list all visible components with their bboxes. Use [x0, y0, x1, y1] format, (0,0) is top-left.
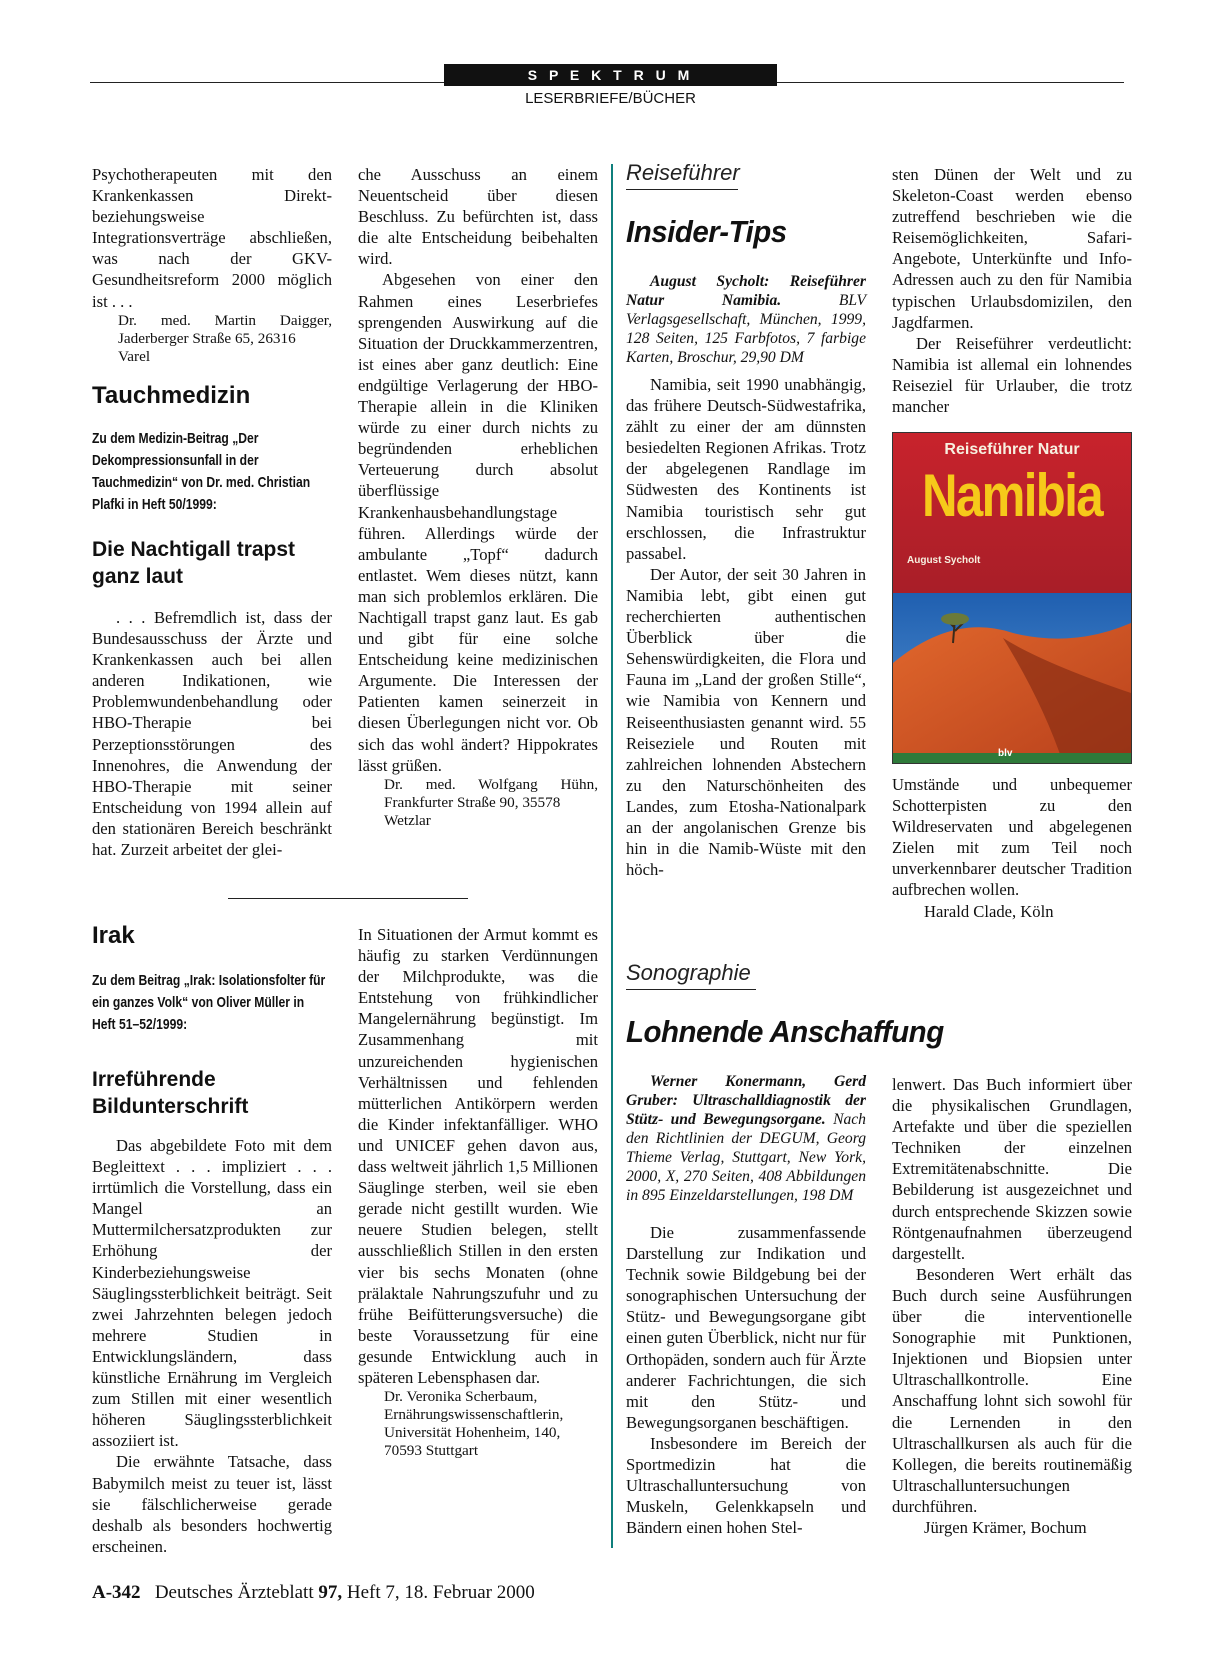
tauchmedizin-intro: Zu dem Medizin-Beitrag „Der Dekompressionsunfall in der Tauchmedizin“ von Dr. med. Christian Plafki in Heft 50/1999:: [92, 431, 311, 513]
paragraph: Umstände und unbequemer Schotterpisten zu den Wildreservaten und abgelegenen Zielen mit zum Teil noch unverkennbarer deutscher Tradition aufbrechen wollen.: [892, 775, 1132, 900]
cover-publisher-logo: blv: [998, 748, 1013, 759]
tauchmedizin-signature: Dr. med. Wolfgang Hühn, Frankfurter Straße 90, 35578 Wetzlar: [384, 775, 598, 829]
cover-author: August Sycholt: [907, 555, 981, 566]
section-subtitle: LESERBRIEFE/BÜCHER: [525, 90, 696, 107]
sonographie-rubric: Sonographie: [626, 960, 756, 990]
book-cover-image: [892, 432, 1132, 764]
paragraph: . . . Befremdlich ist, dass der Bundesausschuss der Ärzte und Krankenkassen auch bei allen anderen Indikationen, wie Problemwundenbehandlung oder HBO-Therapie bei Perzeptionsstörungen des Innenohres, die Anwendung der HBO-Therapie mit seiner Entscheidung von 1994 allein auf den stationären Bereich beschränkt hat. Zurzeit arbeitet der glei-: [92, 608, 332, 860]
sonographie-signature: Jürgen Krämer, Bochum: [924, 1517, 1087, 1537]
paragraph: sten Dünen der Welt und zu Skeleton-Coast werden ebenso zutreffend beschrieben wie die Reisemöglichkeiten, Safari-Angebote, Unterkünfte und Info-Adressen auch zu den für Namibia typischen Urlaubsdomizilen, den Jagdfarmen.: [892, 165, 1132, 332]
reisefuehrer-body-col4: [892, 164, 1132, 417]
section-bar: S P E K T R U M: [444, 64, 777, 86]
sonographie-body-col4: [892, 1074, 1132, 1538]
irak-body-col2: [358, 924, 598, 1460]
cover-series: Reiseführer Natur: [944, 441, 1080, 458]
sonographie-title: Lohnende Anschaffung: [626, 1014, 944, 1049]
journal-volume: 97,: [318, 1582, 343, 1603]
paragraph: Der Autor, der seit 30 Jahren in Namibia lebt, gibt einen gut recherchierten authentischen Überblick über die Sehenswürdigkeiten, die Flora und Fauna im „Land der großen Stille“, wie Namibia von Kennern und Reiseenthusiasten genannt wird. 55 Reiseziele und Routen mit zahlreichen lohnenden Abstechern zu den Naturschönheiten des Landes, zum Etosha-Nationalpark an der angolanischen Grenze bis hin in die Namib-Wüste mit den höch-: [626, 564, 866, 880]
irak-title: Irak: [92, 922, 135, 949]
irak-headline: Irreführende Bildunterschrift: [92, 1068, 249, 1118]
reisefuehrer-title: Insider-Tips: [626, 214, 787, 249]
journal-name: Deutsches Ärzteblatt: [154, 1582, 314, 1603]
journal-issue: Heft 7, 18. Februar 2000: [346, 1582, 535, 1603]
paragraph: Namibia, seit 1990 unabhängig, das frühere Deutsch-Südwestafrika, zählt zu einer der am dünnsten besiedelten Regionen Afrikas. Trotz der abgelegenen Randlage im Südwesten des Kontinents ist Namibia touristisch sehr gut erschlossen, die Infrastruktur passabel.: [626, 375, 866, 563]
tauchmedizin-body-col1: [92, 607, 332, 860]
paragraph: Insbesondere im Bereich der Sportmedizin hat die Ultraschalluntersuchung von Muskeln, Gelenkkapseln und Bändern einen hohen Stel-: [626, 1433, 866, 1538]
paragraph: Die zusammenfassende Darstellung zur Indikation und Technik sowie Bildgebung bei der sonographischen Untersuchung der Stütz- und Bewegungsorgane gibt einen guten Überblick, nicht nur für Orthopäden, sondern auch für Ärzte anderer Fachrichtungen, die sich mit den Stütz- und Bewegungsorganen beschäftigen.: [626, 1223, 866, 1432]
tauchmedizin-headline: Die Nachtigall trapst ganz laut: [92, 538, 296, 588]
reisefuehrer-body-col3: [626, 374, 866, 880]
reisefuehrer-body-col4b: [892, 774, 1132, 922]
cover-title: Namibia: [922, 462, 1102, 529]
reisefuehrer-signature: Harald Clade, Köln: [924, 901, 1054, 921]
accent-line: [611, 164, 613, 1548]
paragraph: Das abgebildete Foto mit dem Begleittext . . . impliziert . . . irrtümlich die Vorstellung, dass ein Mangel an Muttermilchersatzprodukten zur Erhöhung der Kinderbeziehungsweise Säuglingssterblichkeit beiträgt. Seit zwei Jahrzehnten belegen jedoch mehrere Studien in Entwicklungsländern, dass künstliche Ernährung im Vergleich zum Stillen mit einer wesentlich höheren Säuglingssterblichkeit assoziiert ist.: [92, 1136, 332, 1451]
letter-signature: Dr. med. Martin Daigger, Jaderberger Straße 65, 26316 Varel: [118, 311, 332, 365]
sonographie-bibliography: Werner Konermann, Gerd Gruber: Ultraschalldiagnostik der Stütz- und Bewegungsorgane. Nach den Richtlinien der DEGUM, Georg Thieme Verlag, Stuttgart, New York, 2000, X, 270 Seiten, 408 Abbildungen in 895 Einzeldarstellungen, 198 DM: [626, 1073, 866, 1204]
paragraph: Abgesehen von einer den Rahmen eines Leserbriefes sprengenden Auswirkung auf die Situation der Druckkammerzentren, ist eines aber ganz deutlich: Eine endgültige Verlagerung der HBO-Therapie allein in die Kliniken würde zu einer durch nichts zu begründenden erheblichen Verteuerung durch absolut überflüssige Krankenhausbehandlungstage führen. Allerdings würde der ambulante „Topf“ dadurch entlastet. Wem dieses nützt, kann man sich problemlos erklären. Die Nachtigall trapst ganz laut. Es gab und gibt für eine solche Entscheidung keine medizinischen Argumente. Die Interessen der Patienten kamen seinerzeit in diesen Überlegungen nicht vor. Ob sich das wohl ändert? Hippokrates lässt grüßen.: [358, 270, 598, 775]
separator-rule: [228, 898, 468, 899]
letter-continuation-col1: [92, 164, 332, 366]
tauchmedizin-body-col2: [358, 164, 598, 830]
page-footer: [92, 1582, 535, 1604]
paragraph: che Ausschuss an einem Neuentscheid über diesen Beschluss. Zu befürchten ist, dass die alte Entscheidung beibehalten wird.: [358, 165, 598, 269]
sonographie-body-col3: [626, 1222, 866, 1538]
paragraph: Besonderen Wert erhält das Buch durch seine Ausführungen über die interventionelle Sonographie mit Punktionen, Injektionen und Biopsien unter Ultraschallkontrolle. Eine Anschaffung lohnt sich sowohl für die Lernenden in den Ultraschallkursen als auch für die Kollegen, die bereits routinemäßig Ultraschalluntersuchungen durchführen.: [892, 1264, 1132, 1516]
reisefuehrer-rubric: Reiseführer: [626, 160, 738, 190]
paragraph: Der Reiseführer verdeutlicht: Namibia ist allemal ein lohnendes Reiseziel für Urlauber, die trotz mancher: [892, 333, 1132, 417]
reisefuehrer-bibliography: August Sycholt: Reiseführer Natur Namibia. BLV Verlagsgesellschaft, München, 1999, 128 Seiten, 125 Farbfotos, 7 farbige Karten, Broschur, 29,90 DM: [626, 273, 867, 366]
irak-intro: Zu dem Beitrag „Irak: Isolationsfolter für ein ganzes Volk“ von Oliver Müller in Heft 51–52/1999:: [92, 973, 326, 1033]
tauchmedizin-title: Tauchmedizin: [92, 382, 251, 409]
paragraph: lenwert. Das Buch informiert über die physikalischen Grundlagen, Artefakte und über die speziellen Techniken der einzelnen Extremitätenabschnitte. Die Bebilderung ist ausgezeichnet und durch entsprechende Skizzen sowie Röntgenaufnahmen überzeugend dargestellt.: [892, 1075, 1132, 1263]
letter-text: Psychotherapeuten mit den Krankenkassen Direkt- beziehungsweise Integrationsverträge abschließen, was nach der GKV-Gesundheitsreform 2000 möglich ist . . .: [92, 165, 332, 311]
irak-signature: Dr. Veronika Scherbaum, Ernährungswissenschaftlerin, Universität Hohenheim, 140, 70593 Stuttgart: [384, 1388, 564, 1460]
irak-body-col1: [92, 1135, 332, 1557]
paragraph: In Situationen der Armut kommt es häufig zu starken Verdünnungen der Milchprodukte, was die Entstehung von frühkindlicher Mangelernährung begünstigt. Im Zusammenhang mit unzureichenden hygienischen Verhältnissen und fehlenden mütterlichen Antikörpern werden die Kinder infektanfälliger. WHO und UNICEF gehen davon aus, dass weltweit jährlich 1,5 Millionen Säuglinge sterben, weil sie eben gerade nicht gestillt wurden. Wie neuere Studien belegen, stellt ausschließlich Stillen in den ersten vier bis sechs Monaten (ohne prälaktale Nahrungszufuhr und zu frühe Beifütterungsversuche) die beste Voraussetzung für eine gesunde Entwicklung auch in späteren Lebensphasen dar.: [358, 925, 598, 1387]
paragraph: Die erwähnte Tatsache, dass Babymilch meist zu teuer ist, lässt sie fälschlicherweise gerade deshalb als besonders hochwertig erscheinen.: [92, 1452, 332, 1556]
page-number: A-342: [92, 1582, 141, 1603]
